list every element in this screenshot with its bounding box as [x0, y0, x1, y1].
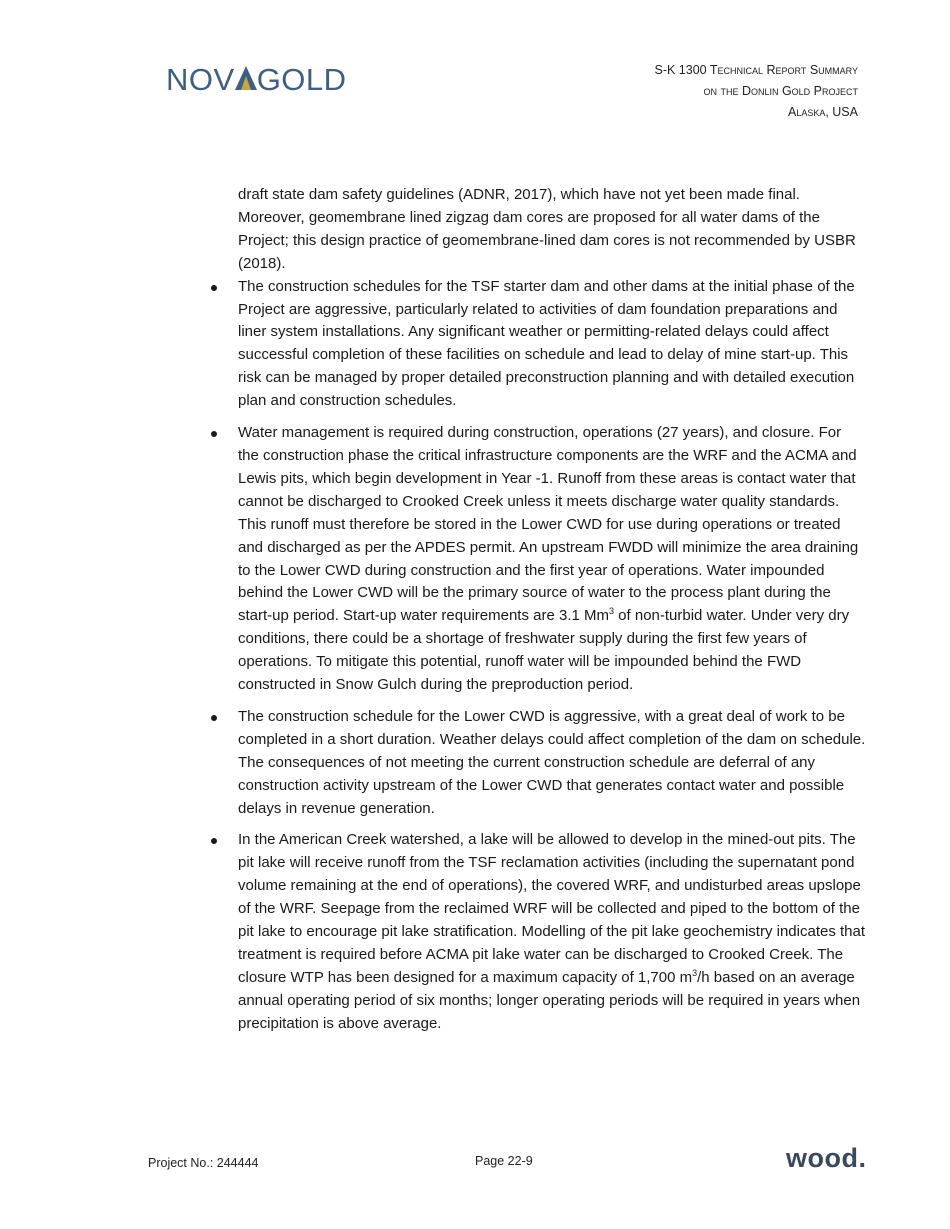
superscript: 3: [609, 606, 615, 617]
bullet-item: [238, 706, 866, 821]
logo-triangle-icon: [235, 66, 257, 90]
wood-logo: wood.: [786, 1143, 867, 1173]
project-number: Project No.: 244444: [148, 1156, 259, 1170]
report-title-line3: Alaska, USA: [787, 105, 858, 119]
bullet-text-continued: of non-turbid water. Under very dry conditions, there could be a shortage of freshwater supply during the first few years of operations. To mitigate this potential, runoff water will be impounded behind the FWD constructed in Snow Gulch during the preproduction period.: [238, 607, 850, 694]
report-title-line1: S-K 1300 Technical Report Summary: [654, 63, 858, 77]
novagold-logo: [166, 64, 347, 95]
bullet-text: The construction schedules for the TSF starter dam and other dams at the initial phase of the Project are aggressive, particularly related to activities of dam foundation preparations and liner system installations. Any significant weather or permitting-related delays could affect successful completion of these facilities on schedule and lead to delay of mine start-up. This risk can be managed by proper detailed preconstruction planning and with detailed execution plan and construction schedules.: [238, 277, 855, 410]
logo-text-right: GOLD: [256, 62, 347, 97]
bullet-text-continued: /h based on an average annual operating period of six months; longer operating periods will be required in years when precipitation is above average.: [238, 968, 861, 1032]
bullet-item: [238, 829, 866, 1035]
superscript: 3: [692, 967, 698, 978]
bullet-text: In the American Creek watershed, a lake will be allowed to develop in the mined-out pits. The pit lake will receive runoff from the TSF reclamation activities (including the supernatant pond volume remaining at the end of operations), the covered WRF, and undisturbed areas upslope of the WRF. Seepage from the reclaimed WRF will be collected and piped to the bottom of the pit lake to encourage pit lake stratification. Modelling of the pit lake geochemistry indicates that treatment is required before ACMA pit lake water can be discharged to Crooked Creek. The closure WTP has been designed for a maximum capacity of 1,700 m: [238, 831, 866, 986]
report-title-line2: on the Donlin Gold Project: [703, 84, 858, 98]
bullet-dot-icon: [211, 838, 217, 844]
logo-text-left: NOV: [166, 62, 235, 97]
bullet-dot-icon: [211, 715, 217, 721]
bullet-dot-icon: [211, 431, 217, 437]
continued-paragraph: draft state dam safety guidelines (ADNR, 2017), which have not yet been made final. Moreover, geomembrane lined zigzag dam cores are proposed for all water dams of the Project; this design practice of geomembrane-lined dam cores is not recommended by USBR (2018).: [238, 186, 856, 272]
report-title-block: [655, 60, 859, 123]
bullet-text: Water management is required during construction, operations (27 years), and closure. For the construction phase the critical infrastructure components are the WRF and the ACMA and Lewis pits, which begin development in Year -1. Runoff from these areas is contact water that cannot be discharged to Crooked Creek unless it meets discharge water quality standards. This runoff must therefore be stored in the Lower CWD for use during operations or treated and discharged as per the APDES permit. An upstream FWDD will minimize the area draining to the Lower CWD during construction and the first year of operations. Water impounded behind the Lower CWD will be the primary source of water to the process plant during the start-up period. Start-up water requirements are 3.1 Mm: [238, 424, 859, 625]
bullet-item: [238, 276, 866, 413]
bullet-dot-icon: [211, 285, 217, 291]
page-number: Page 22-9: [475, 1154, 533, 1168]
risk-bullet-list: [238, 276, 866, 1036]
bullet-text: The construction schedule for the Lower CWD is aggressive, with a great deal of work to be completed in a short duration. Weather delays could affect completion of the dam on schedule. The consequences of not meeting the current construction schedule are deferral of any construction activity upstream of the Lower CWD that generates contact water and possible delays in revenue generation.: [238, 707, 866, 817]
report-body: [238, 184, 866, 1045]
bullet-item: [238, 422, 866, 697]
